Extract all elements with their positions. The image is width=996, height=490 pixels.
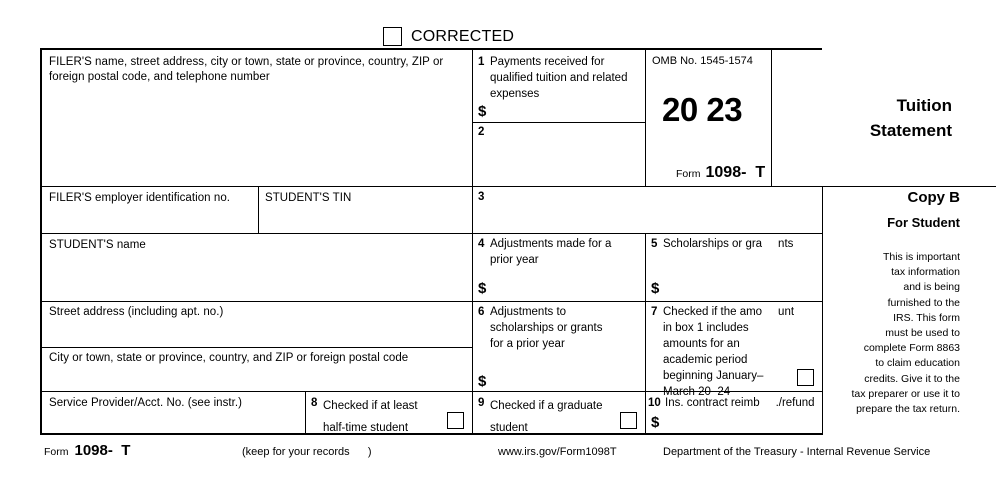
footer-form-word: Form [44,446,69,458]
notice-line: furnished to the [887,296,960,309]
box9-checkbox[interactable] [620,412,637,429]
notice-line: This is important [882,251,960,263]
box10-value[interactable] [667,412,812,430]
student-name-value[interactable] [49,256,461,296]
grid-line-col-right-boxes [645,233,646,433]
grid-line-row3 [40,233,822,234]
box10-label: Ins. contract reimb ./refund [665,397,815,409]
box6-header [478,304,638,352]
notice-line: to claim education [875,357,960,370]
grid-line-omb-right [771,48,772,186]
form-word: Form [676,168,701,180]
grid-line-ein-tin [258,186,259,233]
box1-currency-symbol: $ [478,103,487,120]
notice-line: must be used to [885,327,960,340]
box5-number: 5 [651,238,658,250]
grid-line-left [40,48,42,435]
footer-website[interactable]: www.irs.gov/Form1098T [498,446,617,458]
student-city-value[interactable] [49,368,461,388]
filer-name-value[interactable] [49,90,461,180]
box10-header [648,395,820,411]
form-title [820,93,952,143]
box6-label: Adjustments to scholarships or grants for a prior year [490,306,603,350]
box5-label: Scholarships or gra nts [663,238,794,250]
footer-form-identifier [44,442,130,459]
form-title-line2: Statement [869,121,952,140]
box5-header [651,236,816,252]
box4-number: 4 [478,238,485,250]
grid-line-row5-left [40,347,472,348]
box2-number: 2 [478,126,485,138]
box9-number: 9 [478,397,485,409]
student-notice [812,250,960,417]
filer-name-label [49,55,464,85]
student-tin-label: STUDENT'S TIN [265,192,352,204]
box4-label: Adjustments made for a prior year [490,238,612,266]
notice-line: tax information [891,266,960,279]
filer-ein-label: FILER'S employer identification no. [49,192,231,204]
notice-line: IRS. This form [893,311,960,324]
box8-header [311,395,461,439]
box2-value[interactable] [494,126,639,178]
box5-currency-symbol: $ [651,280,660,297]
filer-name-label-line1: FILER'S name, street address, city or town, state or province, country, ZIP or [49,56,444,68]
filer-ein-value[interactable] [49,208,249,230]
filer-name-label-line2: foreign postal code, and telephone number [49,71,270,83]
grid-line-box1-box2 [472,122,645,123]
box6-number: 6 [478,306,485,318]
box7-header [651,304,819,400]
footer-form-number: 1098- T [74,442,131,459]
service-provider-value[interactable] [49,412,297,430]
service-provider-label: Service Provider/Acct. No. (see instr.) [49,397,243,409]
grid-line-row2 [40,186,822,187]
box4-header [478,236,638,268]
footer-agency: Department of the Treasury - Internal Revenue Service [663,446,931,458]
student-name-label: STUDENT'S name [49,239,146,251]
box8-label: Checked if at least half-time student [323,400,418,434]
form-title-line1: Tuition [896,96,952,115]
student-street-label: Street address (including apt. no.) [49,306,224,318]
notice-line: credits. Give it to the [864,372,960,385]
grid-line-omb-left [645,48,646,186]
student-street-value[interactable] [49,322,461,344]
copy-designation: Copy B [907,189,960,206]
grid-line-row4 [40,301,822,302]
grid-line-top [40,48,822,50]
box4-currency-symbol: $ [478,280,487,297]
tax-year: 20 23 [662,91,743,128]
copy-recipient: For Student [887,215,960,230]
box7-number: 7 [651,306,658,318]
notice-line: prepare the tax return. [856,403,960,416]
box6-value[interactable] [494,370,636,388]
box1-header [478,54,643,102]
grid-line-box8 [305,391,306,434]
box1-value[interactable] [494,100,639,118]
corrected-label: CORRECTED [411,27,515,45]
box1-label: Payments received for qualified tuition and related expenses [490,56,628,100]
notice-line: and is being [903,281,960,294]
box10-currency-symbol: $ [651,414,660,431]
box8-checkbox[interactable] [447,412,464,429]
box9-label: Checked if a graduate student [490,400,603,434]
box10-number: 10 [648,397,661,409]
box6-currency-symbol: $ [478,373,487,390]
corrected-row [383,27,514,46]
corrected-checkbox[interactable] [383,27,402,46]
box4-value[interactable] [494,277,636,295]
box7-checkbox[interactable] [797,369,814,386]
form-number: 1098- T [705,164,766,181]
footer-keep-note: (keep for your records ) [242,446,372,458]
box5-value[interactable] [667,277,812,295]
student-tin-value[interactable] [265,208,465,230]
form-identifier [676,164,765,182]
box9-header [478,395,628,439]
grid-line-copyb-top [822,186,996,187]
notice-line: tax preparer or use it to [851,387,960,400]
box1-number: 1 [478,56,485,68]
box3-number: 3 [478,191,485,203]
notice-line: complete Form 8863 [863,342,960,355]
box3-value[interactable] [494,191,814,227]
omb-number: OMB No. 1545-1574 [652,55,753,67]
box8-number: 8 [311,397,318,409]
box7-label: Checked if the amo unt in box 1 includes amounts for an academic period beginning January– March 20 24 [663,306,795,398]
grid-line-col-boxes [472,48,473,435]
student-city-label: City or town, state or province, country, and ZIP or foreign postal code [49,352,409,364]
